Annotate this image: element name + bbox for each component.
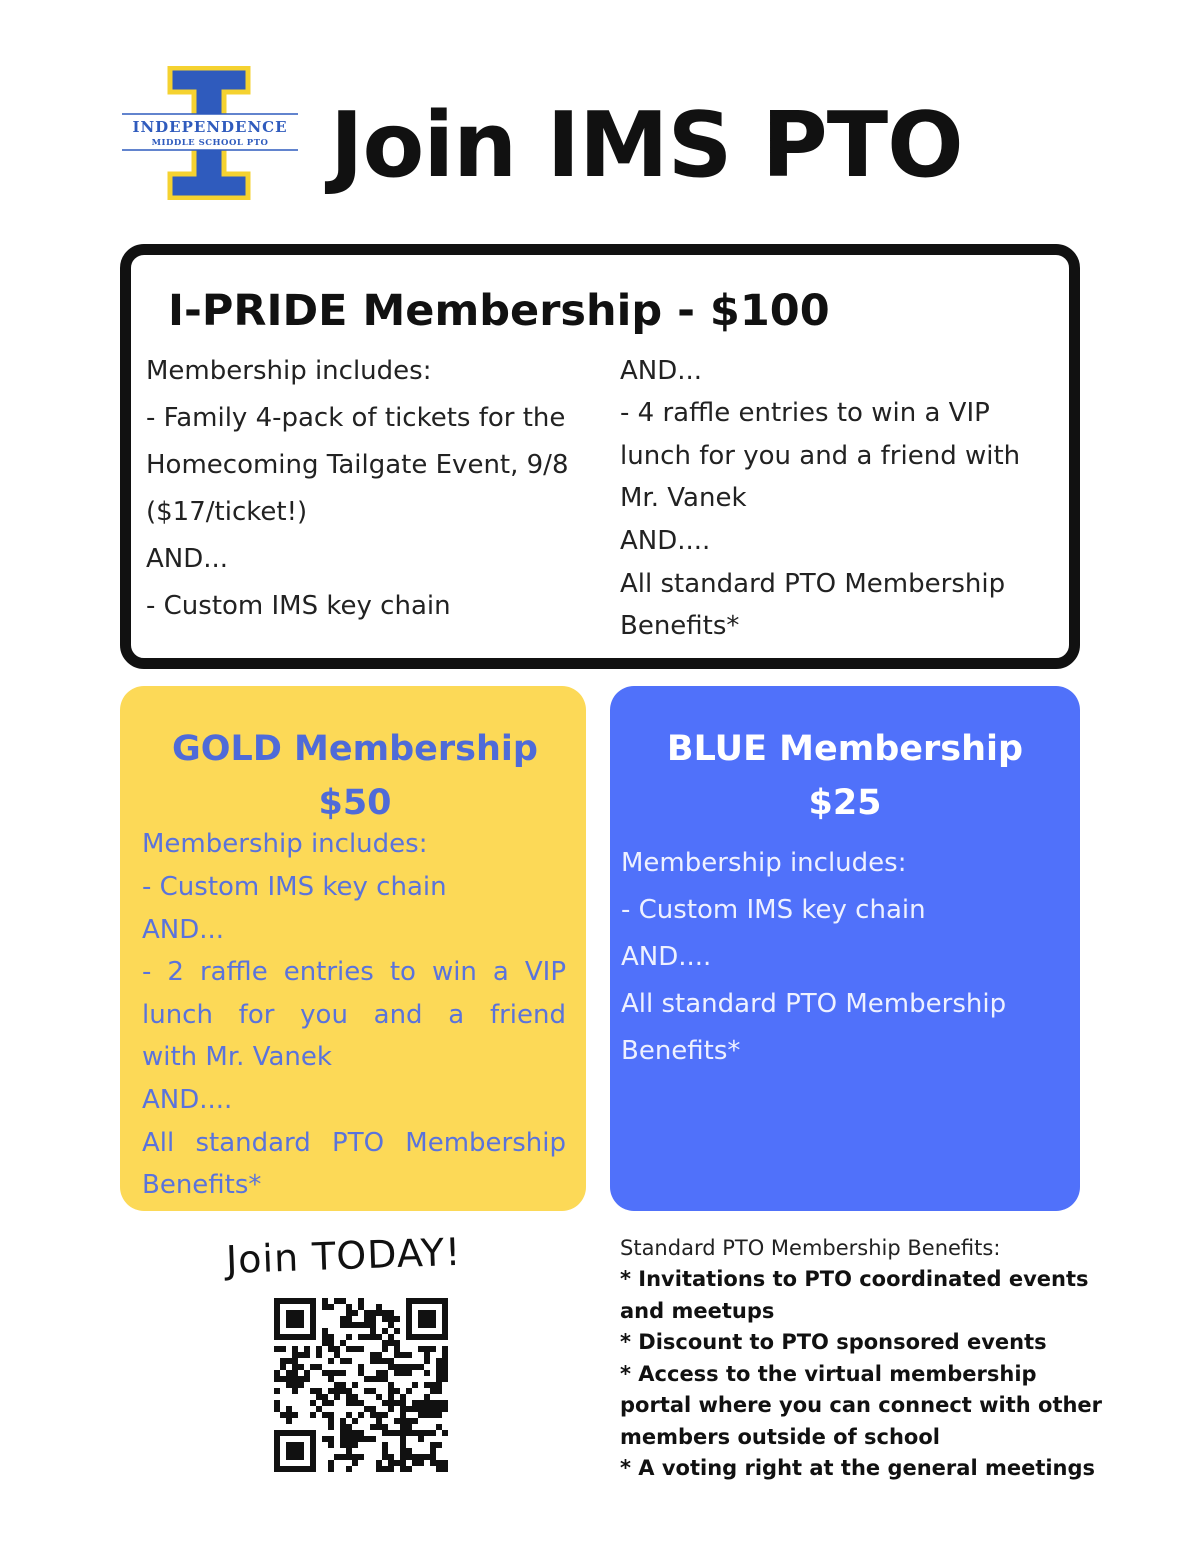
ipride-right-line: AND... [620, 356, 703, 386]
ipride-left-line: Membership includes: [146, 356, 432, 386]
blue-price: $25 [808, 783, 882, 823]
ipride-right-line: All standard PTO Membership [620, 569, 1006, 599]
ipride-left-line: ($17/ticket!) [146, 497, 308, 527]
gold-line: - Custom IMS key chain [142, 872, 447, 902]
standard-benefit-line: members outside of school [620, 1425, 940, 1449]
standard-benefit-line: * Access to the virtual membership [620, 1362, 1037, 1386]
blue-line: All standard PTO Membership [621, 989, 1007, 1019]
ipride-right-line: AND.... [620, 526, 711, 556]
blue-line: Membership includes: [621, 848, 907, 878]
ipride-right-line: - 4 raffle entries to win a VIP [620, 398, 990, 428]
standard-benefit-line: and meetups [620, 1299, 775, 1323]
ipride-left-line: - Family 4-pack of tickets for the [146, 403, 566, 433]
standard-benefit-line: * A voting right at the general meetings [620, 1456, 1096, 1480]
page-title: Join IMS PTO [330, 93, 963, 198]
ipride-title: I-PRIDE Membership - $100 [168, 286, 830, 336]
ipride-left-line: AND... [146, 544, 229, 574]
gold-line: AND.... [142, 1085, 233, 1115]
gold-line: - 2 raffle entries to win a VIP [142, 957, 566, 987]
blue-line: AND.... [621, 942, 712, 972]
standard-benefit-line: * Discount to PTO sponsored events [620, 1330, 1047, 1354]
ipride-right-line: Mr. Vanek [620, 483, 747, 513]
gold-line: with Mr. Vanek [142, 1042, 332, 1072]
ipride-right-line: lunch for you and a friend with [620, 441, 1021, 471]
logo-subtext: MIDDLE SCHOOL PTO [151, 138, 269, 148]
blue-line: - Custom IMS key chain [621, 895, 926, 925]
logo-text: INDEPENDENCE [132, 118, 288, 136]
gold-line: lunch for you and a friend [142, 1000, 566, 1030]
blue-line: Benefits* [621, 1036, 741, 1066]
gold-line: AND... [142, 915, 225, 945]
standard-benefit-line: * Invitations to PTO coordinated events [620, 1267, 1089, 1291]
gold-title: GOLD Membership [172, 729, 538, 769]
ipride-left-line: - Custom IMS key chain [146, 591, 451, 621]
blue-title: BLUE Membership [666, 729, 1024, 769]
join-today-text: Join TODAY! [225, 1229, 463, 1282]
pto-logo [118, 66, 300, 200]
standard-benefit-line: portal where you can connect with other [620, 1393, 1103, 1417]
ipride-right-line: Benefits* [620, 611, 740, 641]
gold-line: Membership includes: [142, 829, 428, 859]
gold-price: $50 [318, 783, 392, 823]
qr-code[interactable] [274, 1298, 448, 1472]
gold-line: All standard PTO Membership [142, 1128, 566, 1158]
ipride-left-line: Homecoming Tailgate Event, 9/8 [146, 450, 569, 480]
standard-benefits-heading: Standard PTO Membership Benefits: [620, 1236, 1001, 1260]
gold-line: Benefits* [142, 1170, 262, 1200]
